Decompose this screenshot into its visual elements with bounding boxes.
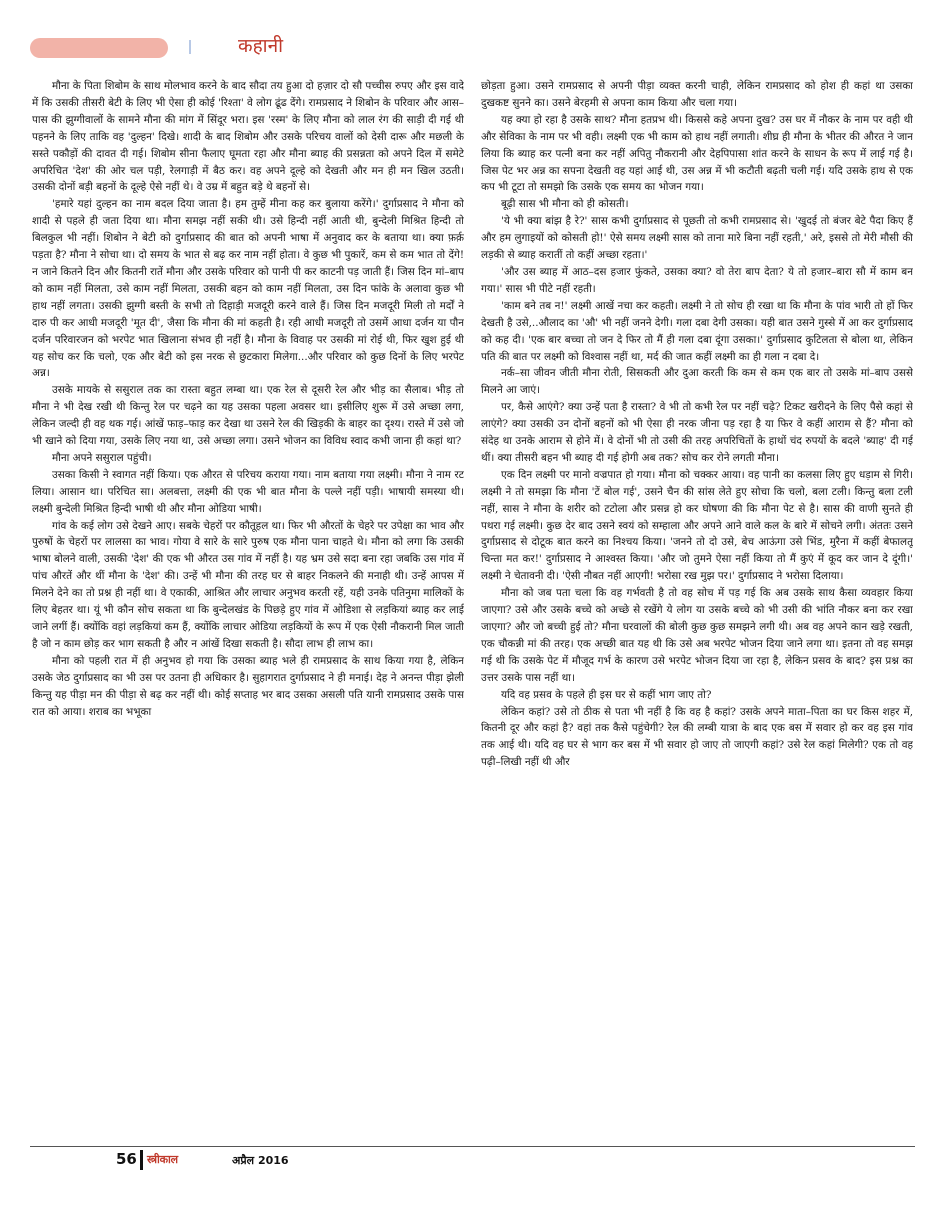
- paragraph: 'काम बने तब न!' लक्ष्मी आखें नचा कर कहती। लक्ष्मी ने तो सोच ही रखा था कि मौना के पांव भारी तो हों फिर देखती है उसे,..औलाद का 'औ' भी नहीं जनने देगी। गला दबा देगी उसका। यही बात उसने गुस्से में आ कर दुर्गाप्रसाद को कह दी। 'एक बार बच्चा तो जन दे फिर तो मैं ही गला दबा दूंगा उसका।' दुर्गाप्रसाद कुटिलता से बोला था, लेकिन पति की बात पर लक्ष्मी को विश्वास नहीं था, मर्द की जात कहीं लक्ष्मी का ही गला न दबा दे।: [481, 299, 913, 363]
- paragraph: मौना को पहली रात में ही अनुभव हो गया कि उसका ब्याह भले ही रामप्रसाद के साथ किया गया है, लेकिन उसके जेठ दुर्गाप्रसाद का भी उस पर उतना ही अधिकार है। सुहागरात दुर्गाप्रसाद ने ही मनाई। देह ने अनन्त पीड़ा झेली किन्तु यह पीड़ा मन की पीड़ा से बढ़ कर नहीं थी। कोई सप्ताह भर बाद उसका असली पति यानी रामप्रसाद उसके पास रात को आया। शराब का भभूका: [32, 654, 464, 718]
- paragraph: यदि वह प्रसव के पहले ही इस घर से कहीं भाग जाए तो?: [501, 688, 712, 701]
- paragraph: मौना के पिता शिबोम के साथ मोलभाव करने के बाद सौदा तय हुआ दो हज़ार दो सौ पच्चीस रुपए और इस वादे में कि उसकी तीसरी बेटी के लिए भी ऐसा ही कोई 'रिश्ता' वे लोग ढूंढ देंगे। रामप्रसाद ने शिबोन के परिवार और आस–पास की झुग्गीवालों के सामने मौना की मांग में सिंदूर भरा। इस 'रस्म' के लिए मौना को लाल रंग की साड़ी दी गई थी पहनने के लिए ताकि वह 'दुल्हन' दिखे। शादी के बाद शिबोम और उसके परिचय वालों को देसी दारू और मछली के सस्ते पकौड़ों की दावत दी गई। शिबोम सीना फैलाए घूमता रहा और मौना ब्याह की प्रसन्नता को अपने दिल में समेटे अपरिचित 'देश' की ओर चल पड़ी, रेलगाड़ी में बैठ कर। वह अपने दूल्हे को देखती और मन ही मन खिल उठती। उसकी दोनों बड़ी बहनों के दूल्हे ऐसे नहीं थे। वे उम्र में बहुत बड़े थे बहनों से।: [32, 80, 464, 194]
- footer-divider: [140, 1150, 143, 1170]
- header-divider: [189, 40, 191, 54]
- paragraph: छोड़ता हुआ। उसने रामप्रसाद से अपनी पीड़ा व्यक्त करनी चाही, लेकिन रामप्रसाद को होश ही कहां था उसका दुखकष्ट सुनने का। उसने बेरहमी से अपना काम किया और चला गया।: [481, 80, 913, 109]
- paragraph: बूढ़ी सास भी मौना को ही कोसती।: [501, 198, 629, 211]
- paragraph: पर, कैसे आएंगे? क्या उन्हें पता है रास्ता? वे भी तो कभी रेल पर नहीं चढ़े? टिकट खरीदने के लिए पैसे कहां से लाएंगे? क्या उसकी उन दोनों बहनों को भी ऐसा ही नरक जीना पड़ रहा है या फिर वे कहीं आराम से हैं? मौना को संदेह था उनके आराम से होने में। वे दोनों भी तो उसी की तरह अपरिचितों के हाथों चंद रुपयों के बदले 'ब्याह' दी गई थीं। क्या तीसरी बहन भी ब्याह दी गई होगी अब तक? सोच कर रोने लगती मौना।: [481, 401, 913, 464]
- page-number: 56: [116, 1150, 137, 1168]
- magazine-logo: स्त्रीकाल: [147, 1153, 178, 1166]
- paragraph: 'हमारे यहां दुल्हन का नाम बदल दिया जाता है। हम तुम्हें मीना कह कर बुलाया करेंगे।' दुर्गाप्रसाद ने मौना को शादी से पहले ही जता दिया था। मौना समझ नहीं सकी थी। उसे हिन्दी नहीं आती थी, बुन्देली मिश्रित हिन्दी तो बिलकुल भी नहीं। शिबोन ने बेटी को दुर्गाप्रसाद की बात को अपनी भाषा में अनुवाद कर के बताया था। क्या फ़र्क़ पड़ता है? मौना ने सोचा था। दो समय के भात से बढ़ कर नाम नहीं होता। वे कुछ भी पुकारें, कम से कम भात तो देंगे! न जाने कितने दिन और कितनी रातें मौना और उसके परिवार को पानी पी कर काटनी पड़ जाती हैं। जिस दिन मां–बाप को काम नहीं मिलता, उसे काम नहीं मिलता, उसकी बहन को काम नहीं मिलता, उस दिन फांके के अलावा कुछ भी हाथ नहीं लगता। उसकी झुग्गी बस्ती के सभी तो दिहाड़ी मजदूरी करने वाले हैं। जिस दिन मजदूरी मिली तो मर्दों ने दारु पी कर आधी मजदूरी 'मूत दी', जैसा कि मौना की मां कहती है। रही आधी मजदूरी तो उसमें आधा दर्जन या पौन दर्जन परिवारजन को भरपेट भात खिलाना संभव ही नहीं है। मौना के विवाह पर उसकी मां रोई थी, फिर खुश हुई थी यह सोच कर कि चलो, एक और बेटी को इस नरक से छुटकारा मिलेगा...और परिवार को कुछ दिनों के लिए भरपेट अन्न।: [32, 198, 464, 380]
- paragraph: उसका किसी ने स्वागत नहीं किया। एक औरत से परिचय कराया गया। नाम बताया गया लक्ष्मी। मौना ने नाम रट लिया। आसान था। परिचित सा। अलबत्ता, लक्ष्मी की एक भी बात मौना के पल्ले नहीं पड़ी। भाषायी समस्या थी। लक्ष्मी बुन्देली मिश्रित हिन्दी भाषी थी और मौना ओडिया भाषी।: [32, 468, 464, 515]
- header-decoration-pill: [30, 38, 168, 58]
- paragraph: मौना को जब पता चला कि वह गर्भवती है तो वह सोच में पड़ गई कि अब उसके साथ कैसा व्यवहार किया जाएगा? उसे और उसके बच्चे को अच्छे से रखेंगे ये लोग या उसके बच्चे को भी उसी की भांति नौकर बना कर रखा जाएगा? और जो बच्ची हुई तो? मौना घरवालों की बोली कुछ कुछ समझने लगी थी। अब वह अपने कान खड़े रखती, एक चौकन्नी मां की तरह। एक अच्छी बात यह थी कि उसे अब भरपेट भोजन दिया जाने लगा था। इतना तो वह समझ गई थी कि उसके पेट में मौजूद गर्भ के कारण उसे भरपेट भोजन दिया जा रहा है, लेकिन प्रसव के बाद? इस प्रश्न का उत्तर उसके पास नहीं था।: [481, 587, 913, 684]
- right-text-column: [481, 78, 913, 1138]
- section-title: कहानी: [238, 35, 284, 57]
- left-text-column: [32, 78, 464, 1138]
- paragraph: मौना अपने ससुराल पहुंची।: [52, 451, 152, 464]
- issue-date: अप्रैल 2016: [232, 1154, 289, 1167]
- footer-rule: [30, 1146, 915, 1147]
- paragraph: एक दिन लक्ष्मी पर मानो वज्रपात हो गया। मौना को चक्कर आया। वह पानी का कलसा लिए हुए धड़ाम से गिरी। लक्ष्मी ने तो समझा कि मौना 'टें बोल गई', उसने चैन की सांस लेते हुए सोचा कि चलो, बला टली। किन्तु बला टली नहीं, सास ने मौना के शरीर को टटोला और प्रसन्न हो कर घोषणा की कि मौना पेट से है। सास की वाणी सुनते ही पथरा गई लक्ष्मी। कुछ देर बाद उसने स्वयं को सम्हाला और अपने आने वाले कल के बारे में सोचने लगी। अंततः उसने दुर्गाप्रसाद से दोटूक बात करने का निश्चय किया। 'जनने तो दो उसे, बेच आऊंगा उसे भिंड, मुरैना में कहीं बेफालतू चिन्ता मत कर!' दुर्गाप्रसाद ने आश्वस्त किया। 'और जो तुमने ऐसा नहीं किया तो मैं कुएं में कूद कर जान दे दूंगी।' लक्ष्मी ने चेतावनी दी। 'ऐसी नौबत नहीं आएगी! भरोसा रख मुझ पर।' दुर्गाप्रसाद ने भरोसा दिलाया।: [481, 468, 913, 583]
- paragraph: नर्क–सा जीवन जीती मौना रोती, सिसकती और दुआ करती कि कम से कम एक बार तो उसके मां–बाप उससे मिलने आ जाएं।: [481, 367, 913, 397]
- paragraph: लेकिन कहां? उसे तो ठीक से पता भी नहीं है कि वह है कहां? उसके अपने माता–पिता का घर किस शहर में, कितनी दूर और कहां है? वहां तक कैसे पहुंचेगी? रेल की लम्बी यात्रा के बाद एक बस में सवार हो कर वह इस गांव तक आई थी। यदि वह घर से भाग कर बस में भी सवार हो जाए तो जाएगी कहां? उसे रेल कहां मिलेगी? एक तो वह पढ़ी–लिखी नहीं थी और: [481, 705, 913, 769]
- paragraph: गांव के कई लोग उसे देखने आए। सबके चेहरों पर कौतूहल था। फिर भी औरतों के चेहरे पर उपेक्षा का भाव और पुरुषों के चेहरों पर लालसा का भाव। गोया वे सारे के सारे पुरुष एक मौना पाना चाहते थे। मौना को लगा कि उसकी भाषा बोलने वाली, उसकी 'देश' की एक भी औरत उस गांव में नहीं है। यह भ्रम उसे सदा बना रहा जबकि उस गांव में पांच औरतें और थीं मौना के 'देश' की। उन्हें भी मौना की तरह घर से बाहर निकलने की मनाही थी। उन्हें आपस में मिलने देने का तो प्रश्न ही नहीं था। वे एकाकी, आश्रित और लाचार अनुभव करती रहें, यही उनके पतिनुमा मालिकों के लिए बेहतर था। यूं भी कौन सोच सकता था कि बुन्देलखंड के पिछड़े हुए गांव में ओडिशा से लड़कियां ब्याह कर लाई जाने लगीं हैं। क्योंकि वहां लड़कियां कम हैं, क्योंकि लाचार ओडिया लड़कियों के रूप में एक ऐसी नौकरानी मिल जाती है जो न काम छोड़ कर भाग सकती है और न आंखें दिखा सकती है। सौदा लाभ ही लाभ का।: [32, 519, 464, 650]
- paragraph: 'ये भी क्या बांझ है रे?' सास कभी दुर्गाप्रसाद से पूछती तो कभी रामप्रसाद से। 'खुदई तो बंजर बेटे पैदा किए हैं और हम लुगाइयों को कोसती हो!' ऐसे समय लक्ष्मी सास को ताना मारे बिना नहीं रहती,' अरे, इससे तो मेरी मौसी की लड़की से ब्याह करातीं तो कहीं अच्छा रहता।': [481, 215, 913, 262]
- paragraph: उसके मायके से ससुराल तक का रास्ता बहुत लम्बा था। एक रेल से दूसरी रेल और भीड़ का सैलाब। भीड़ तो मौना ने भी देख रखी थी किन्तु रेल पर चढ़ने का यह उसका पहला अवसर था। इसीलिए शुरू में उसे अच्छा लगा, लेकिन जल्दी ही वह थक गई। आंखें फाड़–फाड़ कर देखा था उसने रेल की खिड़की के बाहर का दृश्य। रास्ते में उसे जो भी खाने को दिया गया, उसके लिए नया था, उसे अच्छा लगा। उसने भोजन का विविध स्वाद कभी जाना ही कहां था?: [32, 384, 464, 448]
- paragraph: 'और उस ब्याह में आठ–दस हजार फुंकते, उसका क्या? वो तेरा बाप देता? ये तो हजार–बारा सौ में काम बन गया।' सास भी पीटे नहीं रहती।: [481, 265, 913, 295]
- paragraph: यह क्या हो रहा है उसके साथ? मौना हतप्रभ थी। किससे कहे अपना दुख? उस घर में नौकर के नाम पर वही थी और सेविका के नाम पर भी वही। लक्ष्मी एक भी काम को हाथ नहीं लगाती। शीघ्र ही मौना के भीतर की औरत ने जान लिया कि ब्याह कर पत्नी बना कर नहीं अपितु नौकरानी और देहपिपासा शांत करने के साधन के रूप में लाई गई है। जिस पेट भर अन्न का सपना देखती वह यहां आई थी, उस अन्न में भी कटौती बढ़ती चली गई। यदि उसके हाथ से एक कप भी टूटा तो समझो कि उसके एक समय का भोजन गया।: [481, 113, 913, 194]
